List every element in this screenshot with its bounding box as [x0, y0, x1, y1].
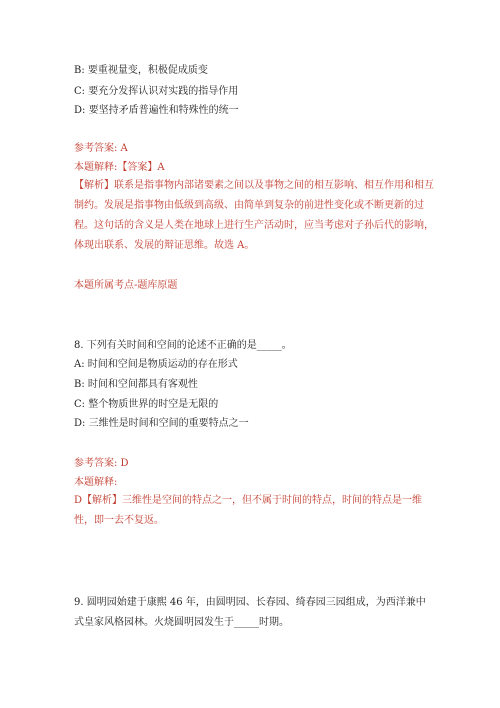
q8-analysis-tag: D【解析】: [74, 495, 123, 506]
q7-analysis-text: 联系是指事物内部诸要素之间以及事物之间的相互影响、相互作用和相互制约。发展是指事物由低级到高级、由简单到复杂的前进性变化或不断更新的过程。这句话的含义是人类在地球上进行生产活动时，应当考虑对子孙后代的影响，体现出联系、发展的辩证思维。故选 A。: [74, 180, 434, 251]
q7-explain-label: 本题解释:: [74, 162, 118, 173]
q7-option-b: B: 要重视量变，积极促成质变: [74, 65, 208, 76]
q8-analysis-text: 三维性是空间的特点之一，但不属于时间的特点，时间的特点是一维性，即一去不复返。: [74, 495, 423, 526]
q7-explain-tag: 【答案】A: [117, 162, 165, 173]
q9-question: 9. 圆明园始建于康熙 46 年，由圆明园、长春园、绮春园三园组成，为西洋兼中式皇家风格园林。火烧圆明园发生于_____时期。: [74, 597, 426, 628]
q8-option-d: D: 三维性是时间和空间的重要特点之一: [74, 418, 249, 429]
q7-explain: [74, 161, 165, 175]
q8-explain-label: 本题解释:: [74, 477, 118, 488]
q8-answer: 参考答案: D: [74, 458, 129, 469]
q7-analysis-tag: 【解析】: [74, 180, 114, 191]
q8-option-c: C: 整个物质世界的时空是无限的: [74, 399, 219, 410]
q8-question: 8. 下列有关时间和空间的论述不正确的是_____。: [74, 340, 292, 351]
q7-analysis: [74, 176, 434, 256]
q7-option-d: D: 要坚持矛盾普遍性和特殊性的统一: [74, 105, 239, 116]
q7-option-c: C: 要充分发挥认识对实践的指导作用: [74, 86, 239, 97]
q8-analysis: [74, 491, 434, 531]
q8-option-a: A: 时间和空间是物质运动的存在形式: [74, 359, 238, 370]
q7-category: 本题所属考点-题库原题: [74, 280, 178, 291]
q7-answer: 参考答案: A: [74, 143, 128, 154]
q8-option-b: B: 时间和空间都具有客观性: [74, 379, 198, 390]
